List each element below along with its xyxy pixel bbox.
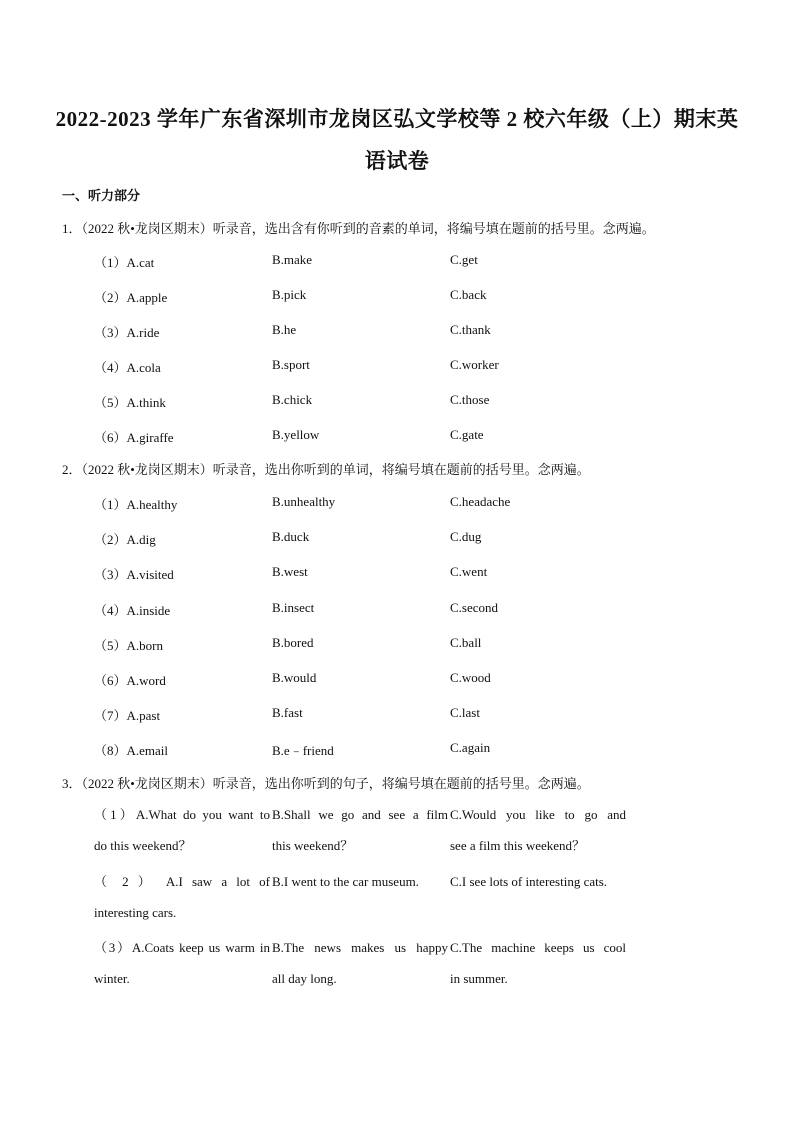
option-c: C.second xyxy=(450,600,499,615)
option-b: B.fast xyxy=(272,705,303,720)
option-a: （8）A.email xyxy=(94,743,169,758)
option-text: （1）A.What do you want to xyxy=(94,807,270,822)
option-text: interesting cars. xyxy=(94,905,177,920)
option-b: B.pick xyxy=(272,287,307,302)
option-text: this weekend？ xyxy=(272,838,354,853)
question-2-stem: 2．（2022 秋•龙岗区期末）听录音，选出你听到的单词，将编号填在题前的括号里。念两遍。 xyxy=(62,462,590,477)
option-text: （3）A.Coats keep us warm in xyxy=(94,940,270,955)
option-b: B.sport xyxy=(272,357,310,372)
q3-1-option-b xyxy=(272,799,448,830)
option-c: C.back xyxy=(450,287,487,302)
option-a: （1）A.cat xyxy=(94,255,155,270)
option-a: （7）A.past xyxy=(94,708,161,723)
option-a: （2）A.apple xyxy=(94,290,168,305)
option-text: do this weekend？ xyxy=(94,838,192,853)
option-c: C.worker xyxy=(450,357,499,372)
option-text: all day long. xyxy=(272,971,337,986)
q3-3-option-c xyxy=(450,932,626,963)
option-text: B.I went to the car museum. xyxy=(272,874,419,889)
option-text: in summer. xyxy=(450,971,508,986)
option-b: B.unhealthy xyxy=(272,494,336,509)
option-text: C.The machine keeps us cool xyxy=(450,940,626,955)
option-text: B.The news makes us happy xyxy=(272,940,448,955)
option-c: C.those xyxy=(450,392,490,407)
option-c: C.again xyxy=(450,740,491,755)
page-title-line-1: 2022-2023 学年广东省深圳市龙岗区弘文学校等 2 校六年级（上）期末英 xyxy=(55,107,739,131)
option-c: C.ball xyxy=(450,635,482,650)
option-b: B.yellow xyxy=(272,427,320,442)
option-a: （1）A.healthy xyxy=(94,497,178,512)
option-c: C.gate xyxy=(450,427,484,442)
q3-3-option-b xyxy=(272,932,448,963)
q3-3-option-c-cont xyxy=(450,963,626,994)
option-b: B.chick xyxy=(272,392,313,407)
option-c: C.get xyxy=(450,252,478,267)
option-c: C.went xyxy=(450,564,488,579)
option-b: B.duck xyxy=(272,529,310,544)
q3-2-option-b xyxy=(272,866,448,897)
option-c: C.headache xyxy=(450,494,511,509)
option-b: B.e﹣friend xyxy=(272,743,334,758)
q3-1-option-b-cont xyxy=(272,830,448,861)
option-a: （5）A.think xyxy=(94,395,166,410)
option-a: （6）A.word xyxy=(94,673,166,688)
option-a: （3）A.visited xyxy=(94,567,174,582)
q3-3-option-b-cont xyxy=(272,963,448,994)
option-text: （ 2 ） A.I saw a lot of xyxy=(94,874,270,889)
option-text: C.Would you like to go and xyxy=(450,807,626,822)
option-a: （3）A.ride xyxy=(94,325,160,340)
q3-3-option-a-cont xyxy=(94,963,270,994)
option-b: B.he xyxy=(272,322,297,337)
option-text: see a film this weekend？ xyxy=(450,838,586,853)
q3-1-option-c-cont xyxy=(450,830,626,861)
option-b: B.west xyxy=(272,564,308,579)
option-a: （5）A.born xyxy=(94,638,163,653)
q3-2-option-c xyxy=(450,866,640,897)
page-title-line-2: 语试卷 xyxy=(364,149,430,173)
option-c: C.thank xyxy=(450,322,491,337)
q3-2-option-a-cont xyxy=(94,897,270,928)
option-b: B.bored xyxy=(272,635,314,650)
option-text: winter. xyxy=(94,971,130,986)
option-b: B.make xyxy=(272,252,313,267)
option-a: （2）A.dig xyxy=(94,532,156,547)
option-a: （6）A.giraffe xyxy=(94,430,174,445)
option-c: C.wood xyxy=(450,670,491,685)
option-a: （4）A.inside xyxy=(94,603,171,618)
question-3-stem: 3．（2022 秋•龙岗区期末）听录音，选出你听到的句子，将编号填在题前的括号里。念两遍。 xyxy=(62,776,590,791)
q3-1-option-a-cont xyxy=(94,830,270,861)
q3-1-option-c xyxy=(450,799,626,830)
q3-3-option-a xyxy=(94,932,270,963)
q3-2-option-a xyxy=(94,866,270,897)
option-a: （4）A.cola xyxy=(94,360,161,375)
q3-1-option-a xyxy=(94,799,270,830)
option-b: B.would xyxy=(272,670,317,685)
option-text: C.I see lots of interesting cats. xyxy=(450,874,608,889)
option-b: B.insect xyxy=(272,600,315,615)
option-c: C.dug xyxy=(450,529,482,544)
section-heading-listening: 一、听力部分 xyxy=(62,188,141,203)
option-text: B.Shall we go and see a film xyxy=(272,807,448,822)
option-c: C.last xyxy=(450,705,480,720)
question-1-stem: 1．（2022 秋•龙岗区期末）听录音，选出含有你听到的音素的单词，将编号填在题前的括号里。念两遍。 xyxy=(62,221,655,236)
